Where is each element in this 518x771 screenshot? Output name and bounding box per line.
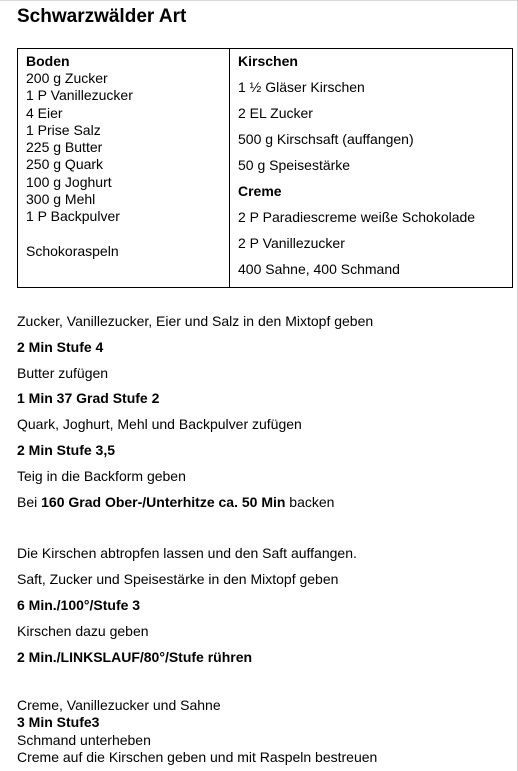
ingredients-table	[17, 48, 513, 288]
ingredient-extra: Schokoraspeln	[26, 242, 119, 259]
step: Saft, Zucker und Speisestärke in den Mixtopf geben	[17, 571, 339, 587]
step-bake	[17, 494, 334, 511]
step-bake-post: backen	[285, 494, 335, 510]
step: Zucker, Vanillezucker, Eier und Salz in den Mixtopf geben	[17, 313, 374, 329]
step-bake-pre: Bei	[17, 494, 42, 510]
step: Creme, Vanillezucker und Sahne	[17, 697, 221, 713]
kirschen-creme-cell	[230, 49, 513, 288]
step: Butter zufügen	[17, 365, 109, 381]
step: Kirschen dazu geben	[17, 623, 149, 639]
step: Die Kirschen abtropfen lassen und den Saft auffangen.	[17, 545, 357, 561]
step-setting: 2 Min Stufe 3,5	[17, 442, 116, 458]
ingredient: 2 P Paradiescreme weiße Schokolade	[238, 209, 476, 225]
ingredient: 500 g Kirschsaft (auffangen)	[238, 131, 414, 147]
ingredient: 200 g Zucker	[26, 70, 108, 86]
creme-header: Creme	[238, 183, 282, 199]
step-bake-setting: 160 Grad Ober-/Unterhitze ca. 50 Min	[41, 494, 286, 510]
ingredient: 250 g Quark	[26, 156, 104, 173]
step: Teig in die Backform geben	[17, 468, 186, 484]
step-setting: 2 Min Stufe 4	[17, 339, 104, 355]
step: Quark, Joghurt, Mehl und Backpulver zufügen	[17, 416, 302, 432]
boden-cell	[18, 49, 230, 288]
boden-header: Boden	[26, 53, 70, 69]
step: Schmand unterheben	[17, 732, 151, 748]
ingredient: 1 P Vanillezucker	[26, 87, 133, 104]
ingredient: 1 P Backpulver	[26, 208, 120, 225]
step-setting: 3 Min Stufe3	[17, 714, 100, 730]
ingredient: 100 g Joghurt	[26, 173, 112, 190]
step: Creme auf die Kirschen geben und mit Raspeln bestreuen	[17, 749, 378, 765]
ingredient: 2 P Vanillezucker	[238, 235, 345, 251]
ingredient: 300 g Mehl	[26, 191, 96, 208]
kirschen-header: Kirschen	[238, 53, 298, 69]
step-setting: 1 Min 37 Grad Stufe 2	[17, 390, 160, 406]
step-setting: 6 Min./100°/Stufe 3	[17, 597, 141, 613]
ingredient: 4 Eier	[26, 104, 63, 121]
ingredient: 1 Prise Salz	[26, 121, 101, 138]
ingredient: 225 g Butter	[26, 139, 103, 156]
ingredient: 50 g Speisestärke	[238, 157, 351, 173]
ingredient: 2 EL Zucker	[238, 105, 313, 121]
step-setting: 2 Min./LINKSLAUF/80°/Stufe rühren	[17, 649, 253, 665]
page-title: Schwarzwälder Art	[17, 6, 187, 27]
ingredient: 400 Sahne, 400 Schmand	[238, 261, 400, 277]
page-top-border	[0, 0, 518, 1]
ingredient: 1 ½ Gläser Kirschen	[238, 79, 365, 95]
